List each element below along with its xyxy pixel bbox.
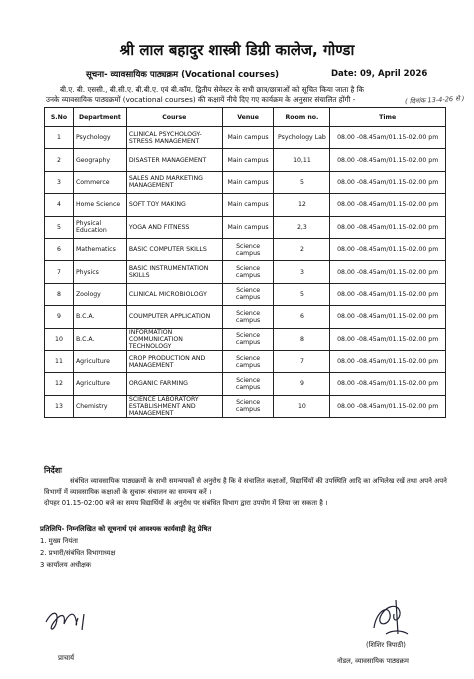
table-row: [45, 127, 446, 149]
venue-cell: Science campus: [222, 283, 274, 305]
table-row: [45, 373, 446, 395]
notice-subject: सूचना- व्यावसायिक पाठ्यक्रम (Vocational courses): [86, 70, 280, 80]
venue-cell: Main campus: [222, 127, 274, 149]
time-cell: 08.00 -08.45am/01.15-02.00 pm: [330, 373, 446, 395]
course-cell: BASIC COMPUTER SKILLS: [126, 238, 222, 260]
time-cell: 08.00 -08.45am/01.15-02.00 pm: [330, 350, 446, 372]
header-sno: S.No: [45, 108, 74, 127]
sno-cell: 7: [45, 261, 74, 283]
time-cell: 08.00 -08.45am/01.15-02.00 pm: [330, 194, 446, 216]
sno-cell: 5: [45, 216, 74, 238]
course-cell: YOGA AND FITNESS: [126, 216, 222, 238]
intro-line-1: बी.ए. बी. एससी., बी.सी.ए. बी.बी.ए. एवं बी.कॉम. द्वितीय सेमेस्टर के सभी छात्र/छात्राओं को सूचित किया जाता है कि: [60, 85, 365, 94]
venue-cell: Science campus: [222, 395, 274, 417]
course-cell: CROP PRODUCTION AND MANAGEMENT: [126, 350, 222, 372]
room-cell: 8: [274, 328, 330, 350]
table-row: [45, 395, 446, 417]
header-course: Course: [126, 108, 222, 127]
time-cell: 08.00 -08.45am/01.15-02.00 pm: [330, 283, 446, 305]
copy-to-list: [40, 523, 211, 571]
venue-cell: Science campus: [222, 328, 274, 350]
sno-cell: 9: [45, 306, 74, 328]
college-title: श्री लाल बहादुर शास्त्री डिग्री कालेज, गोण्डा: [119, 41, 355, 59]
department-cell: B.C.A.: [73, 328, 126, 350]
venue-cell: Science campus: [222, 261, 274, 283]
copy-item-2: 2. प्रभारी/संबंधित विभागाध्यक्ष: [40, 549, 116, 557]
venue-cell: Science campus: [222, 373, 274, 395]
department-cell: Agriculture: [73, 373, 126, 395]
intro-line-2: उनके व्यावसायिक पाठ्यक्रमों (vocational courses) की कक्षायें नीचे दिए गए कार्यक्रम के अनुसार संचालित होंगी -: [46, 95, 356, 104]
room-cell: 2,3: [274, 216, 330, 238]
table-row: [45, 216, 446, 238]
room-cell: 7: [274, 350, 330, 372]
sno-cell: 12: [45, 373, 74, 395]
header-venue: Venue: [222, 108, 274, 127]
sno-cell: 2: [45, 149, 74, 171]
department-cell: Mathematics: [73, 238, 126, 260]
room-cell: 5: [274, 283, 330, 305]
schedule-table: [44, 107, 446, 418]
table-row: [45, 306, 446, 328]
time-cell: 08.00 -08.45am/01.15-02.00 pm: [330, 149, 446, 171]
course-cell: INFORMATION COMMUNICATION TECHNOLOGY: [126, 328, 222, 350]
room-cell: 5: [274, 171, 330, 193]
principal-role: प्राचार्य: [58, 654, 75, 662]
room-cell: 2: [274, 238, 330, 260]
venue-cell: Science campus: [222, 350, 274, 372]
instruction-paragraph-2: दोपहर 01.15-02:00 बजे का समय विद्यार्थियों के अनुरोध पर संबंधित विभाग द्वारा उपयोग में लिया जा सकता है ।: [44, 499, 328, 507]
nodal-officer-role: नोडल, व्यावसायिक पाठ्यक्रम: [337, 657, 409, 665]
table-row: [45, 171, 446, 193]
sno-cell: 11: [45, 350, 74, 372]
table-row: [45, 350, 446, 372]
sno-cell: 6: [45, 238, 74, 260]
instructions: [44, 465, 464, 509]
time-cell: 08.00 -08.45am/01.15-02.00 pm: [330, 127, 446, 149]
time-cell: 08.00 -08.45am/01.15-02.00 pm: [330, 395, 446, 417]
course-cell: SOFT TOY MAKING: [126, 194, 222, 216]
department-cell: Physics: [73, 261, 126, 283]
venue-cell: Main campus: [222, 194, 274, 216]
room-cell: Psychology Lab: [274, 127, 330, 149]
venue-cell: Science campus: [222, 238, 274, 260]
department-cell: Commerce: [73, 171, 126, 193]
course-cell: BASIC INSTRUMENTATION SKILLS: [126, 261, 222, 283]
header-time: Time: [330, 108, 446, 127]
instructions-heading: निर्देशः: [44, 466, 62, 475]
time-cell: 08.00 -08.45am/01.15-02.00 pm: [330, 216, 446, 238]
sno-cell: 13: [45, 395, 74, 417]
copy-heading: प्रतिलिपि- निम्नलिखित को सूचनार्थ एवं आवश्यक कार्यवाही हेतु प्रेषित: [40, 525, 212, 533]
department-cell: Psychology: [73, 127, 126, 149]
principal-signature: [38, 600, 108, 660]
room-cell: 10,11: [274, 149, 330, 171]
notice-date: Date: 09, April 2026: [331, 69, 428, 79]
sno-cell: 1: [45, 127, 74, 149]
course-cell: SALES AND MARKETING MANAGEMENT: [126, 171, 222, 193]
department-cell: Chemistry: [73, 395, 126, 417]
venue-cell: Main campus: [222, 216, 274, 238]
venue-cell: Main campus: [222, 171, 274, 193]
table-row: [45, 238, 446, 260]
room-cell: 3: [274, 261, 330, 283]
time-cell: 08.00 -08.45am/01.15-02.00 pm: [330, 328, 446, 350]
room-cell: 9: [274, 373, 330, 395]
table-row: [45, 328, 446, 350]
course-cell: CLINICAL MICROBIOLOGY: [126, 283, 222, 305]
table-row: [45, 261, 446, 283]
room-cell: 12: [274, 194, 330, 216]
table-row: [45, 149, 446, 171]
course-cell: ORGANIC FARMING: [126, 373, 222, 395]
sno-cell: 4: [45, 194, 74, 216]
time-cell: 08.00 -08.45am/01.15-02.00 pm: [330, 306, 446, 328]
sno-cell: 8: [45, 283, 74, 305]
venue-cell: Main campus: [222, 149, 274, 171]
sno-cell: 10: [45, 328, 74, 350]
department-cell: Home Science: [73, 194, 126, 216]
time-cell: 08.00 -08.45am/01.15-02.00 pm: [330, 238, 446, 260]
department-cell: B.C.A.: [73, 306, 126, 328]
department-cell: Physical Education: [73, 216, 126, 238]
copy-item-1: 1. मुख्य नियंता: [40, 537, 78, 545]
room-cell: 6: [274, 306, 330, 328]
table-header-row: [45, 108, 446, 127]
venue-cell: Science campus: [222, 306, 274, 328]
time-cell: 08.00 -08.45am/01.15-02.00 pm: [330, 261, 446, 283]
course-cell: COUMPUTER APPLICATION: [126, 306, 222, 328]
course-cell: DISASTER MANAGEMENT: [126, 149, 222, 171]
course-cell: CLINICAL PSYCHOLOGY- STRESS MANAGEMENT: [126, 127, 222, 149]
copy-item-3: 3 कार्यालय अधीक्षक: [40, 561, 92, 569]
header-department: Department: [73, 108, 126, 127]
nodal-officer-name: (शिशिर त्रिपाठी): [366, 641, 406, 649]
table-row: [45, 283, 446, 305]
course-cell: SCIENCE LABORATORY ESTABLISHMENT AND MANAGEMENT: [126, 395, 222, 417]
sno-cell: 3: [45, 171, 74, 193]
department-cell: Agriculture: [73, 350, 126, 372]
department-cell: Zoology: [73, 283, 126, 305]
time-cell: 08.00 -08.45am/01.15-02.00 pm: [330, 171, 446, 193]
room-cell: 10: [274, 395, 330, 417]
handwritten-date: ( दिनांक 13-4-26 से ): [404, 94, 465, 106]
instruction-paragraph-1: संबंधित व्यावसायिक पाठ्यक्रमों के सभी समन्वयकों से अनुरोध है कि वे संचालित कक्षाओं, विद्यार्थियों की उपस्थिति आदि का अभिलेख रखें तथा अपने अपने विभागों में व्यावसायिक कक्षाओं के सुचारू संचालन का समन्वय करें ।: [44, 477, 447, 496]
department-cell: Geography: [73, 149, 126, 171]
table-row: [45, 194, 446, 216]
header-room: Room no.: [274, 108, 330, 127]
